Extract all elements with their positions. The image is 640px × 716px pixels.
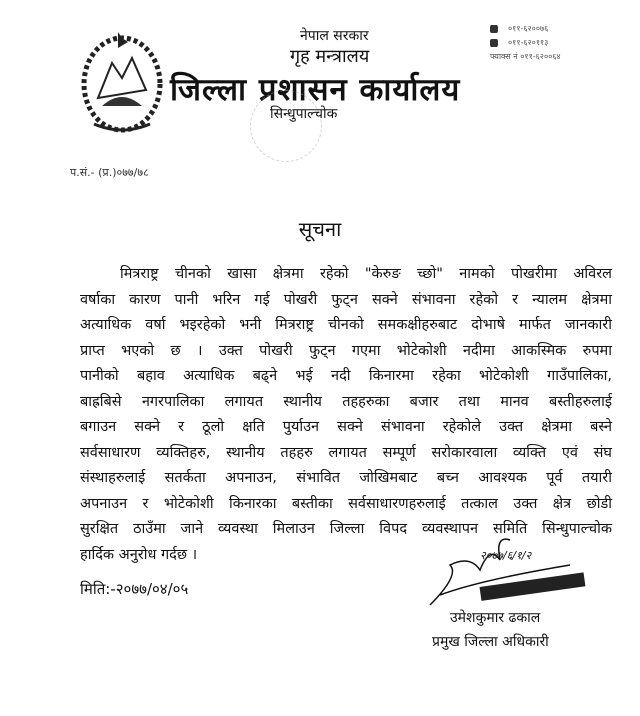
notice-body	[80, 262, 612, 568]
body-line: हार्दिक अनुरोध गर्दछ ।	[80, 546, 198, 563]
district-name: सिन्धुपाल्चोक	[270, 106, 338, 122]
body-line: सुरक्षित ठाउँमा जाने व्यवस्था मिलाउन जिल्ला विपद व्यवस्थापन समिति सिन्धुपाल्चोक	[80, 521, 612, 537]
office-name: जिल्ला प्रशासन कार्यालय	[170, 72, 461, 108]
fax-number: फ्याक्स नं ०११-६२००६४	[490, 52, 561, 61]
phone-number: ०११-६२००७६	[508, 24, 549, 33]
phone-icon	[490, 25, 498, 33]
body-line: प्राप्त भएको छ । उक्त पोखरी फुट्न गएमा भोटेकोशी नदीमा आकस्मिक रुपमा	[80, 342, 612, 359]
body-line: बाह्रबिसे नगरपालिका लगायत स्थानीय तहहरुका बजार तथा मानव बस्तीहरुलाई	[80, 393, 612, 410]
reference-number: प.सं.- (प्र.)०७७/७८	[70, 166, 149, 179]
notice-date: मिति:-२०७७/०४/०५	[80, 580, 189, 598]
signatory-title: प्रमुख जिल्ला अधिकारी	[432, 634, 549, 650]
signature	[420, 535, 590, 610]
contact-info	[490, 22, 561, 64]
phone-number: ०११-६२०११३	[508, 38, 549, 47]
phone-icon	[490, 39, 498, 47]
body-line: अपनाउन र भोटेकोशी किनारका बस्तीका सर्वसाधारणहरुलाई तत्काल उक्त क्षेत्र छोडी	[80, 495, 612, 512]
body-line: बगाउन सक्ने र ठूलो क्षति पुर्याउन सक्ने संभावना रहेकोले उक्त क्षेत्रमा बस्ने	[80, 419, 612, 435]
ministry-name: गृह मन्त्रालय	[290, 46, 370, 67]
body-line: वर्षाका कारण पानी भरिन गई पोखरी फुट्न सक्ने संभावना रहेको र न्यालम क्षेत्रमा	[80, 291, 612, 308]
nepal-emblem-logo	[80, 28, 165, 138]
signature-date: २०७७/६/१/२	[480, 549, 532, 562]
notice-title: सूचना	[298, 217, 342, 241]
body-line: सर्वसाधारण व्यक्तिहरु, स्थानीय तहहरु लगायत सम्पूर्ण सरोकारवाला व्यक्ति एवं संघ	[80, 444, 612, 461]
body-line: संस्थाहरुलाई सतर्कता अपनाउन, संभावित जोखिमबाट बच्न आवश्यक पूर्व तयारी	[80, 470, 612, 486]
body-line: अत्याधिक वर्षा भइरहेको भनी मित्रराष्ट्र चीनको समकक्षीहरुबाट दोभाषे मार्फत जानकारी	[80, 317, 612, 333]
office-stamp	[250, 90, 322, 162]
government-name: नेपाल सरकार	[300, 28, 369, 44]
body-line: मित्रराष्ट्र चीनको खासा क्षेत्रमा रहेको "केरुङ च्छो" नामको पोखरीमा अविरल	[120, 266, 612, 282]
body-line: पानीको बहाव अत्याधिक बढ्ने भई नदी किनारमा रहेका भोटेकोशी गाउँपालिका,	[80, 368, 612, 384]
signatory-name: उमेशकुमार ढकाल	[450, 610, 541, 626]
